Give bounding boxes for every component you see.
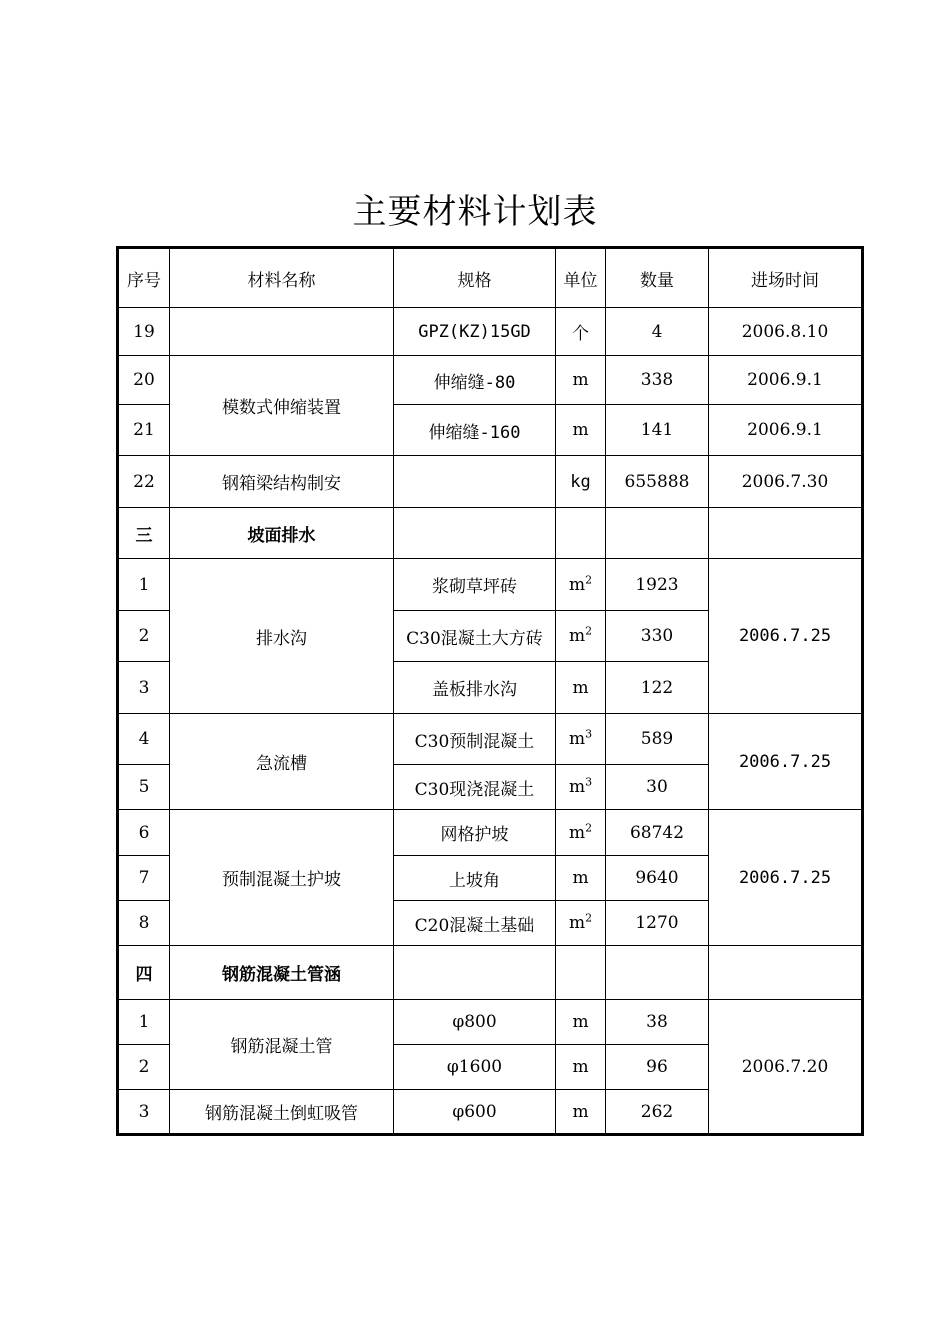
cell-qty: 338 — [606, 356, 709, 405]
table-row — [118, 810, 863, 856]
material-plan-table — [116, 246, 864, 1136]
cell-unit: $m^2$ — [556, 901, 606, 946]
cell-name: 钢箱梁结构制安 — [170, 456, 394, 508]
header-spec: 规格 — [394, 248, 556, 308]
cell-unit: m — [556, 1000, 606, 1045]
cell-qty: 9640 — [606, 856, 709, 901]
cell-no: 3 — [118, 1090, 170, 1135]
cell-unit: m — [556, 856, 606, 901]
cell-spec: 网格护坡 — [394, 810, 556, 856]
cell-spec: C30混凝土大方砖 — [394, 611, 556, 662]
cell-name — [170, 308, 394, 356]
section-name: 钢筋混凝土管涵 — [170, 946, 394, 1000]
cell-qty: 68742 — [606, 810, 709, 856]
cell-no: 2 — [118, 1045, 170, 1090]
cell-unit: m — [556, 1090, 606, 1135]
cell-no: 4 — [118, 714, 170, 765]
section-no: 三 — [118, 508, 170, 559]
cell-qty: 122 — [606, 662, 709, 714]
page-title: 主要材料计划表 — [352, 192, 598, 232]
cell-unit: $m^2$ — [556, 559, 606, 611]
section-name: 坡面排水 — [170, 508, 394, 559]
table-row — [118, 1000, 863, 1045]
cell-spec: C20混凝土基础 — [394, 901, 556, 946]
header-row — [118, 248, 863, 308]
cell-date: 2006.7.25 — [709, 714, 863, 810]
cell-unit: $m^3$ — [556, 714, 606, 765]
cell-no: 7 — [118, 856, 170, 901]
cell-unit: 个 — [556, 308, 606, 356]
header-name: 材料名称 — [170, 248, 394, 308]
section-row — [118, 946, 863, 1000]
cell-qty: 38 — [606, 1000, 709, 1045]
cell-qty: 262 — [606, 1090, 709, 1135]
cell-no: 2 — [118, 611, 170, 662]
table-row — [118, 714, 863, 765]
cell-spec: φ800 — [394, 1000, 556, 1045]
table-row — [118, 456, 863, 508]
cell-spec: C30预制混凝土 — [394, 714, 556, 765]
cell-spec: φ1600 — [394, 1045, 556, 1090]
cell-spec: φ600 — [394, 1090, 556, 1135]
cell-date: 2006.7.20 — [709, 1000, 863, 1135]
cell-spec: C30现浇混凝土 — [394, 765, 556, 810]
cell-no: 8 — [118, 901, 170, 946]
cell-name: 急流槽 — [170, 714, 394, 810]
cell-qty: 1923 — [606, 559, 709, 611]
cell-no: 21 — [118, 405, 170, 456]
section-row — [118, 508, 863, 559]
cell-name: 排水沟 — [170, 559, 394, 714]
cell-qty: 96 — [606, 1045, 709, 1090]
cell-unit: $m^3$ — [556, 765, 606, 810]
cell-no: 20 — [118, 356, 170, 405]
cell-no: 1 — [118, 559, 170, 611]
cell-no: 6 — [118, 810, 170, 856]
cell-name: 钢筋混凝土倒虹吸管 — [170, 1090, 394, 1135]
header-no: 序号 — [118, 248, 170, 308]
cell-date: 2006.7.25 — [709, 559, 863, 714]
cell-unit: m — [556, 662, 606, 714]
cell-date: 2006.9.1 — [709, 356, 863, 405]
table-row — [118, 559, 863, 611]
cell-name: 模数式伸缩装置 — [170, 356, 394, 456]
cell-qty: 330 — [606, 611, 709, 662]
cell-spec: 浆砌草坪砖 — [394, 559, 556, 611]
cell-qty: 589 — [606, 714, 709, 765]
cell-spec: 伸缩缝-160 — [394, 405, 556, 456]
cell-name: 钢筋混凝土管 — [170, 1000, 394, 1090]
header-qty: 数量 — [606, 248, 709, 308]
section-no: 四 — [118, 946, 170, 1000]
cell-spec: 盖板排水沟 — [394, 662, 556, 714]
cell-date: 2006.8.10 — [709, 308, 863, 356]
cell-qty: 141 — [606, 405, 709, 456]
table-row — [118, 356, 863, 405]
cell-spec: 伸缩缝-80 — [394, 356, 556, 405]
cell-unit: m — [556, 1045, 606, 1090]
cell-date: 2006.9.1 — [709, 405, 863, 456]
table-row — [118, 308, 863, 356]
header-date: 进场时间 — [709, 248, 863, 308]
cell-spec: GPZ(KZ)15GD — [394, 308, 556, 356]
cell-name: 预制混凝土护坡 — [170, 810, 394, 946]
cell-unit: $m^2$ — [556, 810, 606, 856]
cell-qty: 655888 — [606, 456, 709, 508]
cell-spec: 上坡角 — [394, 856, 556, 901]
cell-qty: 4 — [606, 308, 709, 356]
cell-spec — [394, 456, 556, 508]
cell-no: 5 — [118, 765, 170, 810]
cell-unit: kg — [556, 456, 606, 508]
cell-unit: m — [556, 356, 606, 405]
cell-no: 3 — [118, 662, 170, 714]
cell-qty: 30 — [606, 765, 709, 810]
cell-no: 1 — [118, 1000, 170, 1045]
cell-unit: $m^2$ — [556, 611, 606, 662]
header-unit: 单位 — [556, 248, 606, 308]
cell-no: 19 — [118, 308, 170, 356]
cell-no: 22 — [118, 456, 170, 508]
cell-qty: 1270 — [606, 901, 709, 946]
cell-unit: m — [556, 405, 606, 456]
cell-date: 2006.7.25 — [709, 810, 863, 946]
cell-date: 2006.7.30 — [709, 456, 863, 508]
